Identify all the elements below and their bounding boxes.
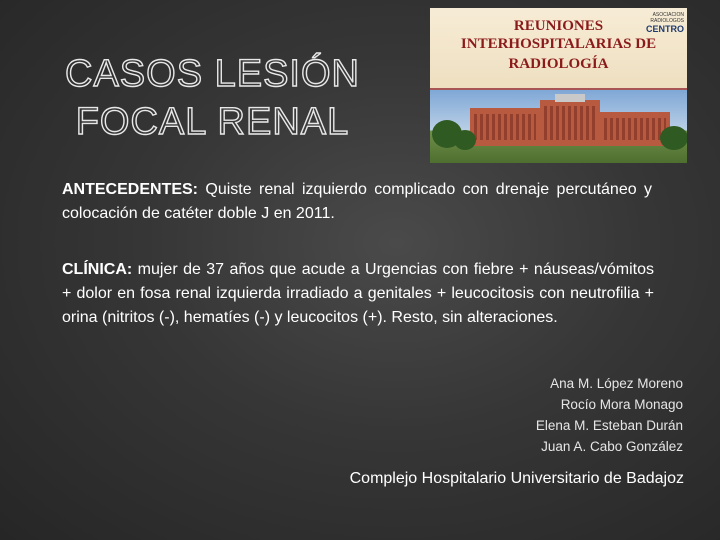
author-name: Elena M. Esteban Durán <box>535 418 683 433</box>
author-name: Ana M. López Moreno <box>550 376 683 391</box>
author-list <box>450 373 683 457</box>
logo-line-1: REUNIONES <box>513 18 604 34</box>
association-badge-centro: CENTRO <box>646 24 684 34</box>
meeting-logo <box>430 8 687 163</box>
hospital-photo <box>430 90 687 163</box>
clinica-paragraph <box>62 258 654 330</box>
slide-title-line-1: CASOS LESIÓN <box>65 53 360 95</box>
clinica-text: mujer de 37 años que acude a Urgencias con fiebre + náuseas/vómitos + dolor en fosa renal izquierda irradiado a genitales + leucocitosis con neutrofilia + orina (nitritos (-), hematíes (-) y leucocitos (+). Resto, sin alteraciones. <box>62 261 654 326</box>
logo-line-2: INTERHOSPITALARIAS DE <box>460 36 657 52</box>
antecedentes-label: ANTECEDENTES: <box>62 181 199 198</box>
slide-title-line-2: FOCAL RENAL <box>75 101 350 143</box>
antecedentes-paragraph <box>62 178 652 226</box>
association-badge-small-text: ASOCIACION RADIOLOGOS <box>650 12 684 24</box>
author-name: Rocío Mora Monago <box>560 397 683 412</box>
antecedentes-text: Quiste renal izquierdo complicado con drenaje percutáneo y colocación de catéter doble J en 2011. <box>62 181 652 222</box>
hospital-name: Complejo Hospitalario Universitario de Badajoz <box>349 470 684 487</box>
logo-line-3: RADIOLOGÍA <box>508 56 609 72</box>
clinica-label: CLÍNICA: <box>62 261 133 278</box>
author-name: Juan A. Cabo González <box>541 439 683 454</box>
slide-title <box>40 50 385 146</box>
logo-header <box>430 8 687 90</box>
